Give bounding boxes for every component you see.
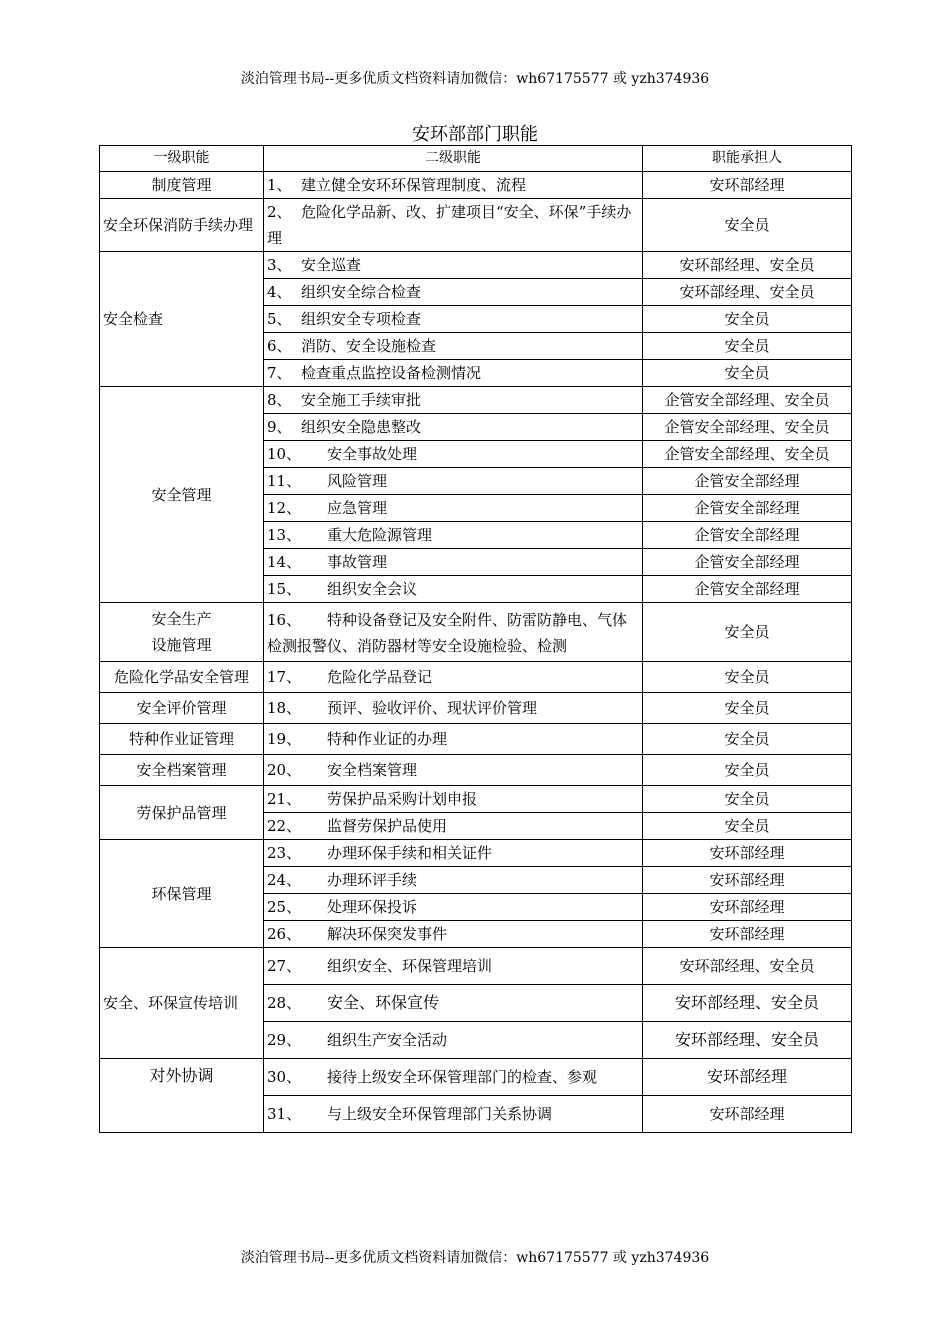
level2-cell [264,921,643,948]
item-number: 22、 [267,817,302,835]
item-text: 解决环保突发事件 [327,925,448,943]
level2-cell [264,495,643,522]
table-row [100,755,852,786]
item-text: 安全档案管理 [327,761,418,779]
level1-cell: 危险化学品安全管理 [100,662,264,693]
level2-cell [264,252,643,279]
owner-cell: 安全员 [643,603,852,662]
owner-cell: 安环部经理 [643,840,852,867]
item-number: 11、 [267,472,302,490]
level1-cell: 特种作业证管理 [100,724,264,755]
level1-cell: 安全环保消防手续办理 [100,199,264,252]
level2-cell [264,813,643,840]
item-text: 安全事故处理 [327,445,418,463]
item-number: 16、 [267,611,302,629]
column-header-level2: 二级职能 [264,146,643,172]
table-row [100,252,852,279]
level2-cell [264,1022,643,1059]
level2-cell [264,755,643,786]
owner-cell: 安全员 [643,662,852,693]
owner-cell: 安全员 [643,360,852,387]
level2-cell [264,549,643,576]
item-number: 30、 [267,1068,302,1086]
item-number: 18、 [267,699,302,717]
level2-cell [264,894,643,921]
owner-cell: 安全员 [643,693,852,724]
level2-cell [264,786,643,813]
item-text: 安全施工手续审批 [301,391,422,409]
table-row [100,693,852,724]
owner-cell: 安全员 [643,306,852,333]
owner-cell: 安全员 [643,724,852,755]
item-number: 2、 [267,203,292,221]
item-text: 办理环保手续和相关证件 [327,844,493,862]
level2-cell [264,306,643,333]
owner-cell: 安环部经理、安全员 [643,985,852,1022]
owner-cell: 企管安全部经理 [643,576,852,603]
level2-cell [264,360,643,387]
item-text: 安全巡查 [301,256,362,274]
item-text: 监督劳保护品使用 [327,817,448,835]
table-row [100,387,852,414]
item-number: 15、 [267,580,302,598]
item-number: 5、 [267,310,292,328]
item-text: 检查重点监控设备检测情况 [301,364,482,382]
item-text: 办理环评手续 [327,871,418,889]
item-text: 危险化学品登记 [327,668,433,686]
level1-cell: 安全档案管理 [100,755,264,786]
item-number: 28、 [267,994,302,1012]
owner-cell: 企管安全部经理 [643,522,852,549]
item-number: 25、 [267,898,302,916]
table-row [100,786,852,813]
owner-cell: 企管安全部经理、安全员 [643,441,852,468]
owner-cell: 安环部经理 [643,1096,852,1133]
owner-cell: 安环部经理 [643,921,852,948]
level1-cell: 安全检查 [100,252,264,387]
owner-cell: 安环部经理 [643,172,852,199]
owner-cell: 企管安全部经理、安全员 [643,387,852,414]
level1-line: 安全生产 [151,610,212,628]
item-text: 组织安全、环保管理培训 [327,957,493,975]
owner-cell: 安全员 [643,755,852,786]
item-text: 接待上级安全环保管理部门的检查、参观 [327,1068,598,1086]
level2-cell [264,1096,643,1133]
item-number: 17、 [267,668,302,686]
owner-cell: 安环部经理 [643,867,852,894]
item-number: 19、 [267,730,302,748]
item-number: 20、 [267,761,302,779]
owner-cell: 安环部经理 [643,894,852,921]
item-number: 8、 [267,391,292,409]
level2-cell [264,441,643,468]
level2-cell [264,279,643,306]
level2-cell [264,522,643,549]
table-row [100,662,852,693]
owner-cell: 企管安全部经理 [643,549,852,576]
level2-cell [264,199,643,252]
level1-cell: 安全评价管理 [100,693,264,724]
owner-cell: 企管安全部经理 [643,495,852,522]
item-number: 27、 [267,957,302,975]
item-number: 1、 [267,176,292,194]
owner-cell: 安全员 [643,813,852,840]
level2-cell [264,867,643,894]
owner-cell: 企管安全部经理、安全员 [643,414,852,441]
item-number: 12、 [267,499,302,517]
owner-cell: 安环部经理、安全员 [643,1022,852,1059]
level2-cell [264,172,643,199]
level2-cell [264,576,643,603]
item-number: 24、 [267,871,302,889]
item-number: 13、 [267,526,302,544]
item-text: 危险化学品新、改、扩建项目“安全、环保”手续办理 [267,203,632,247]
item-text: 应急管理 [327,499,388,517]
level2-cell [264,603,643,662]
item-number: 7、 [267,364,292,382]
table-row [100,948,852,985]
item-text: 事故管理 [327,553,388,571]
document-title: 安环部部门职能 [412,124,538,145]
item-text: 劳保护品采购计划申报 [327,790,478,808]
item-number: 10、 [267,445,302,463]
owner-cell: 安全员 [643,333,852,360]
item-number: 9、 [267,418,292,436]
item-text: 重大危险源管理 [327,526,433,544]
item-text: 特种作业证的办理 [327,730,448,748]
item-text: 消防、安全设施检查 [301,337,437,355]
duty-table [99,145,852,1133]
item-text: 特种设备登记及安全附件、防雷防静电、气体检测报警仪、消防器材等安全设施检验、检测 [267,611,628,655]
item-number: 21、 [267,790,302,808]
item-text: 风险管理 [327,472,388,490]
level2-cell [264,693,643,724]
level2-cell [264,662,643,693]
footer-note: 淡泊管理书局--更多优质文档资料请加微信：wh67175577 或 yzh374936 [240,1250,710,1266]
level1-cell: 安全、环保宣传培训 [100,948,264,1059]
level2-cell [264,948,643,985]
item-text: 与上级安全环保管理部门关系协调 [327,1105,553,1123]
level2-cell [264,724,643,755]
level1-cell: 安全管理 [100,387,264,603]
item-text: 安全、环保宣传 [327,993,440,1012]
item-number: 3、 [267,256,292,274]
level1-cell: 环保管理 [100,840,264,948]
item-text: 预评、验收评价、现状评价管理 [327,699,538,717]
owner-cell: 安环部经理、安全员 [643,252,852,279]
table-row [100,1059,852,1096]
level1-cell: 对外协调 [100,1059,264,1133]
item-text: 组织安全专项检查 [301,310,422,328]
table-row [100,724,852,755]
level2-cell [264,985,643,1022]
item-number: 29、 [267,1031,302,1049]
level1-cell [100,603,264,662]
owner-cell: 安环部经理 [643,1059,852,1096]
item-number: 23、 [267,844,302,862]
item-number: 31、 [267,1105,302,1123]
item-number: 6、 [267,337,292,355]
table-header-row [100,146,852,172]
level2-cell [264,387,643,414]
level2-cell [264,414,643,441]
item-text: 组织安全会议 [327,580,418,598]
owner-cell: 企管安全部经理 [643,468,852,495]
table-row [100,199,852,252]
level1-cell: 制度管理 [100,172,264,199]
item-number: 4、 [267,283,292,301]
column-header-owner: 职能承担人 [643,146,852,172]
level1-cell: 劳保护品管理 [100,786,264,840]
table-row [100,172,852,199]
level2-cell [264,840,643,867]
owner-cell: 安环部经理、安全员 [643,948,852,985]
owner-cell: 安全员 [643,786,852,813]
level2-cell [264,468,643,495]
level2-cell [264,1059,643,1096]
column-header-level1: 一级职能 [100,146,264,172]
item-text: 组织安全隐患整改 [301,418,422,436]
owner-cell: 安环部经理、安全员 [643,279,852,306]
level2-cell [264,333,643,360]
item-number: 14、 [267,553,302,571]
level1-line: 设施管理 [151,636,212,654]
item-number: 26、 [267,925,302,943]
item-text: 组织生产安全活动 [327,1031,448,1049]
table-row [100,840,852,867]
item-text: 建立健全安环环保管理制度、流程 [301,176,527,194]
owner-cell: 安全员 [643,199,852,252]
item-text: 处理环保投诉 [327,898,418,916]
table-row [100,603,852,662]
item-text: 组织安全综合检查 [301,283,422,301]
header-note: 淡泊管理书局--更多优质文档资料请加微信：wh67175577 或 yzh374936 [240,71,710,87]
